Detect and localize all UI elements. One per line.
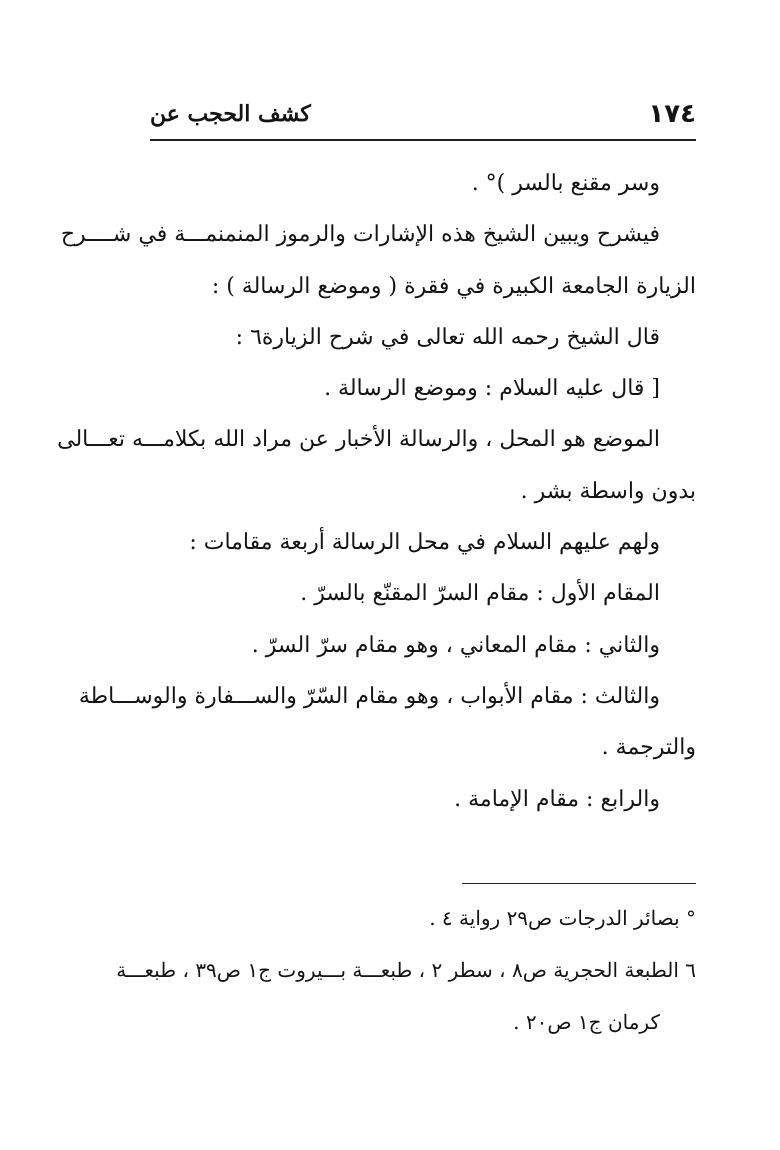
page-number: ١٧٤ <box>648 99 696 129</box>
text-line: قال الشيخ رحمه الله تعالى في شرح الزيارة٦ : <box>235 324 660 350</box>
text-line: والثاني : مقام المعاني ، وهو مقام سرّ السرّ . <box>251 632 660 658</box>
text-line: [ قال عليه السلام : وموضع الرسالة . <box>324 376 660 402</box>
footnote-line: كرمان ج١ ص٢٠ . <box>513 1010 660 1034</box>
footnote-rule <box>462 883 696 884</box>
text-line: والثالث : مقام الأبواب ، وهو مقام السّرّ والســـفارة والوســـاطة <box>78 683 660 709</box>
text-line: الموضع هو المحل ، والرسالة الأخبار عن مراد الله بكلامـــه تعـــالى <box>57 427 660 453</box>
text-line: ولهم عليهم السلام في محل الرسالة أربعة مقامات : <box>189 530 660 556</box>
page-header <box>150 96 696 132</box>
footnote-line: ٦ الطبعة الحجرية ص٨ ، سطر ٢ ، طبعـــة بـــيروت ج١ ص٣٩ ، طبعـــة <box>116 958 696 982</box>
text-line: فيشرح ويبين الشيخ هذه الإشارات والرموز المنمنمـــة في شــــرح <box>60 222 660 248</box>
text-line: الزيارة الجامعة الكبيرة في فقرة ( وموضع الرسالة ) : <box>211 273 696 299</box>
text-line: وسر مقنع بالسر )° . <box>471 171 660 196</box>
body-text <box>57 158 696 825</box>
text-line: والترجمة . <box>601 735 696 761</box>
footnotes <box>116 892 696 1048</box>
text-line: المقام الأول : مقام السرّ المقنّع بالسرّ . <box>300 581 660 607</box>
text-line: والرابع : مقام الإمامة . <box>454 786 660 812</box>
header-rule <box>150 139 696 141</box>
text-line: بدون واسطة بشر . <box>520 478 696 504</box>
footnote-line: ° بصائر الدرجات ص٢٩ رواية ٤ . <box>429 906 696 930</box>
running-title: كشف الحجب عن <box>150 101 311 127</box>
